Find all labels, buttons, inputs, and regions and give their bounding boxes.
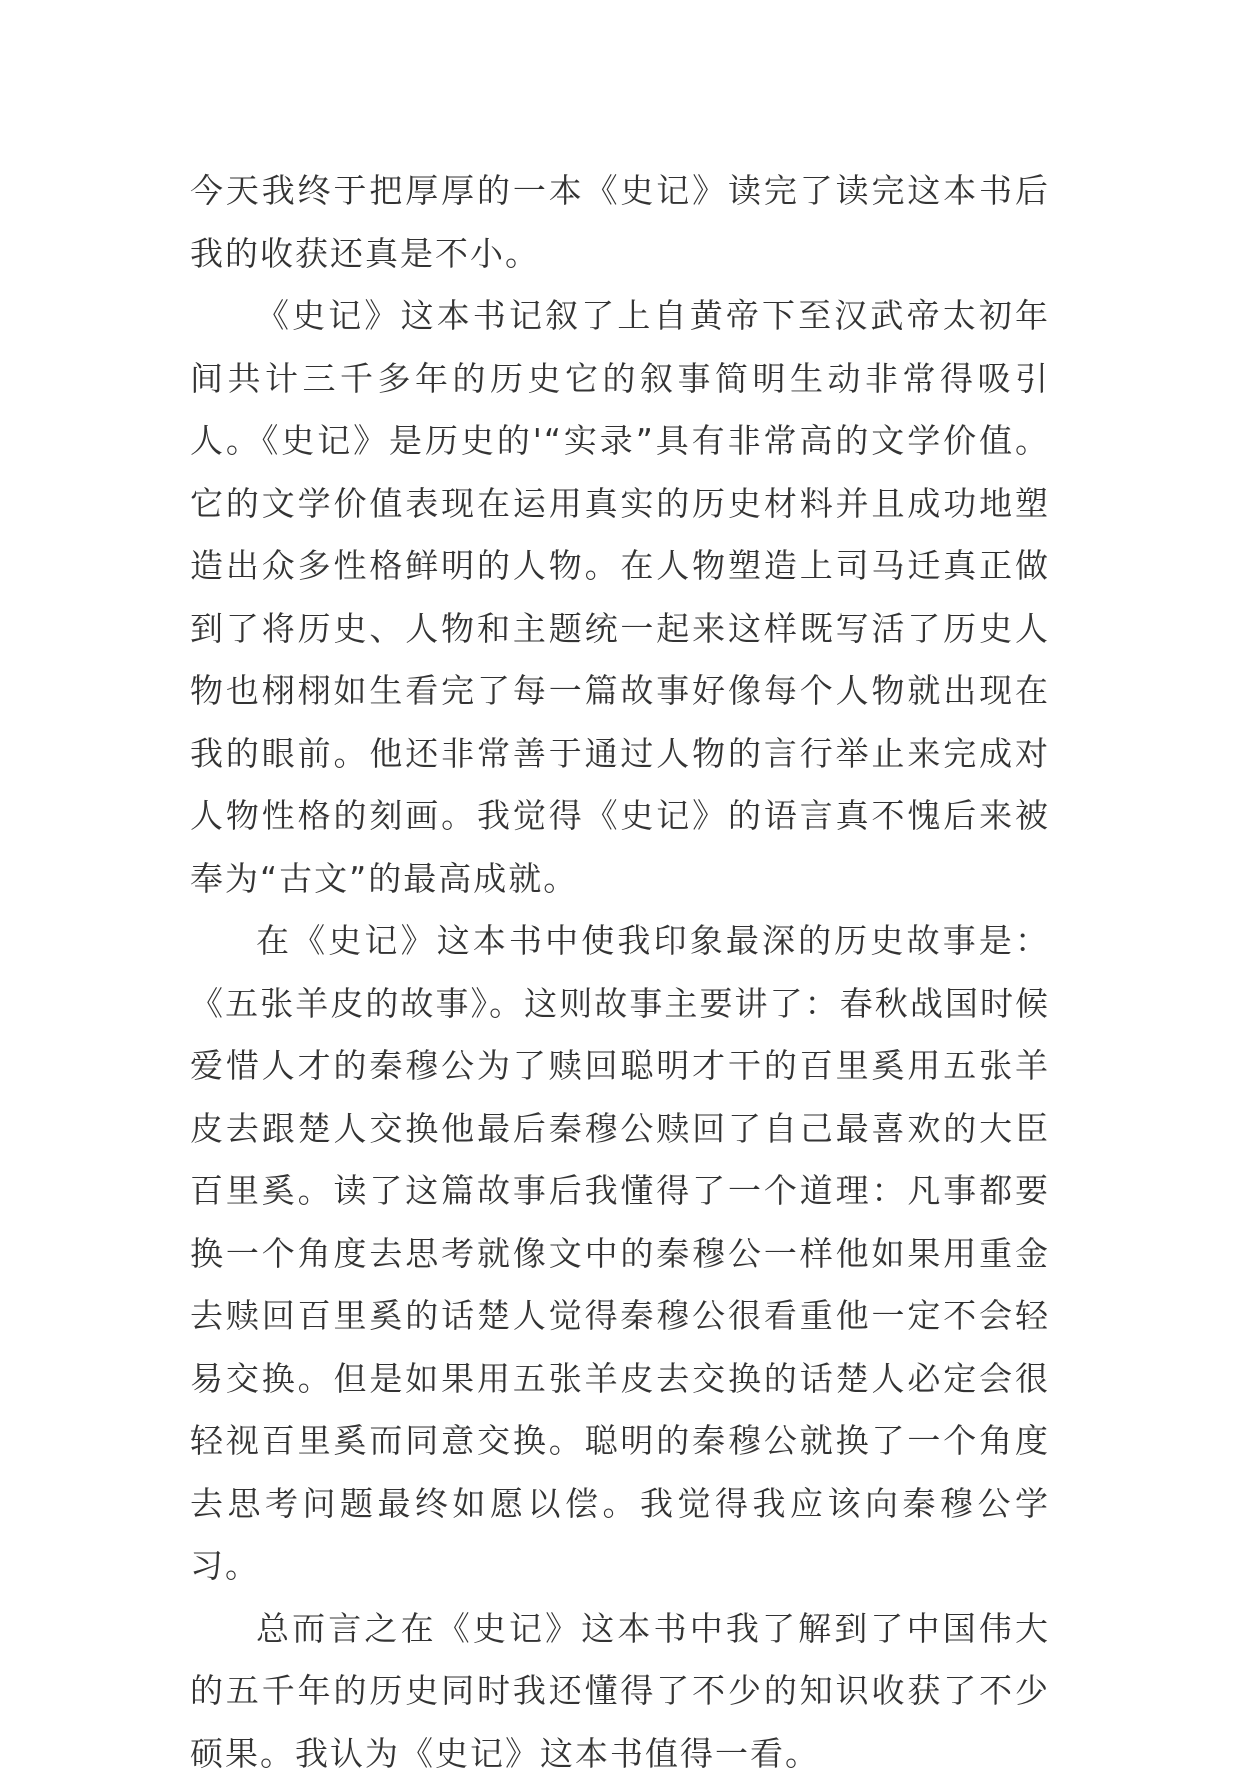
paragraph-shiji-overview: 《史记》这本书记叙了上自黄帝下至汉武帝太初年间共计三千多年的历史它的叙事简明生动非常得吸引人。《史记》是历史的'“实录”具有非常高的文学价值。它的文学价值表现在运用真实的历史材料并且成功地塑造出众多性格鲜明的人物。在人物塑造上司马迁真正做到了将历史、人物和主题统一起来这样既写活了历史人物也栩栩如生看完了每一篇故事好像每个人物就出现在我的眼前。他还非常善于通过人物的言行举止来完成对人物性格的刻画。我觉得《史记》的语言真不愧后来被奉为“古文”的最高成就。 xyxy=(190,285,1050,910)
essay-body xyxy=(190,160,1050,1785)
paragraph-five-sheepskins-story: 在《史记》这本书中使我印象最深的历史故事是：《五张羊皮的故事》。这则故事主要讲了：春秋战国时候爱惜人才的秦穆公为了赎回聪明才干的百里奚用五张羊皮去跟楚人交换他最后秦穆公赎回了自己最喜欢的大臣百里奚。读了这篇故事后我懂得了一个道理：凡事都要换一个角度去思考就像文中的秦穆公一样他如果用重金去赎回百里奚的话楚人觉得秦穆公很看重他一定不会轻易交换。但是如果用五张羊皮去交换的话楚人必定会很轻视百里奚而同意交换。聪明的秦穆公就换了一个角度去思考问题最终如愿以偿。我觉得我应该向秦穆公学习。 xyxy=(190,910,1050,1598)
paragraph-intro: 今天我终于把厚厚的一本《史记》读完了读完这本书后我的收获还真是不小。 xyxy=(190,160,1050,285)
paragraph-conclusion: 总而言之在《史记》这本书中我了解到了中国伟大的五千年的历史同时我还懂得了不少的知识收获了不少硕果。我认为《史记》这本书值得一看。 xyxy=(190,1598,1050,1785)
